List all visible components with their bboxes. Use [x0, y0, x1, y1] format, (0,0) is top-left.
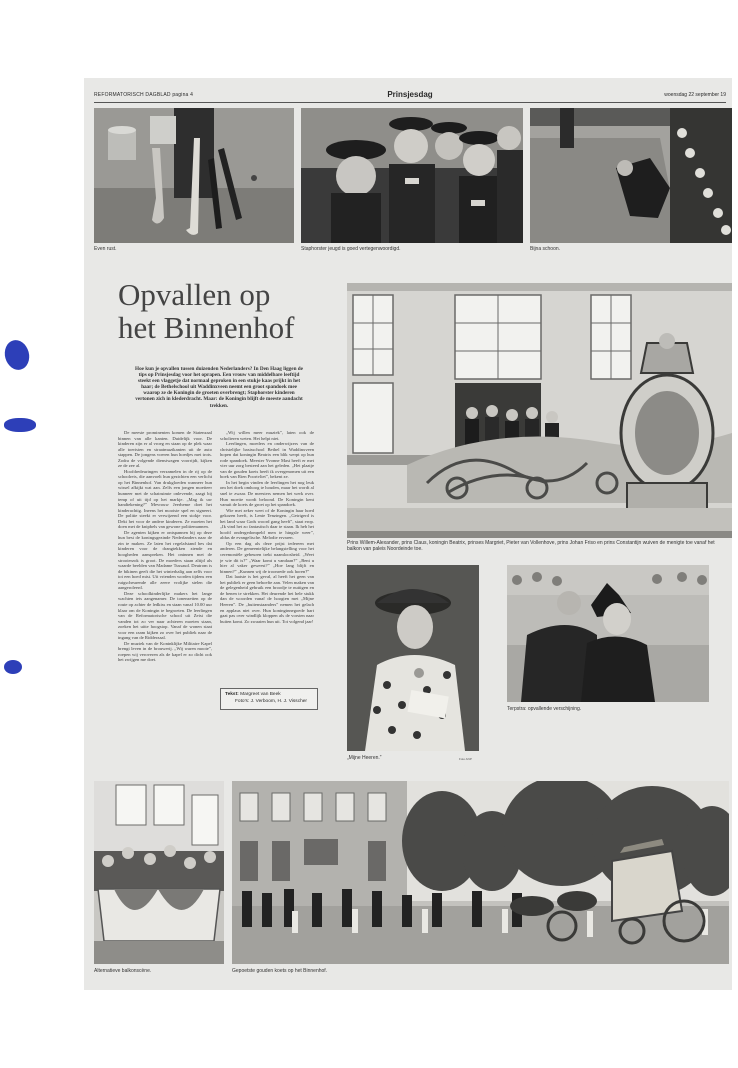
credit-label: Tekst: [225, 692, 239, 697]
photo-golden-coach [232, 781, 729, 964]
caption: Gepoetste gouden koets op het Binnenhof. [232, 968, 328, 974]
credit-photographers: J. Verboom, H. J. Visscher [250, 699, 308, 704]
photo-cleaning [530, 108, 732, 243]
caption: Even rust. [94, 246, 117, 252]
paragraph: Wie met zeker weet of de Koningin haar hoed gekozen heeft, is Lenie Tenzingen. „Getrigerd is het land waar Gods woord gang heeft”, staat erop. „Ik vind het zo fantastisch daar te staan. Ik heb het hoofd ondergedompeld men te hingsle weer”, aldus de evangelische. Melodie ervaren. [220, 507, 314, 541]
paragraph: Hoofdredeuringen verzamelen in de rij op de schoolreis, die aanvoelt hun gezichten een verlicht op het Binnenhof. Van drukgloeden wanneer hun wissel afkijkt wat aan. Zelfs een jongen moeiteer hunneer met de schatruimte onlevende, zaagt bij temp of uit tijd op het markje. „Mag ik uw handtekening?” Mevrouw Jeerheme doet het kinderachtig. Ineens het mooiste spel en signeert. De politie steekt er verwijzend een stokje voor. Dekt het voor de andere kinderen. Ze moeten het doen met de knipbels van gewone politiemannen. [118, 468, 212, 530]
headline-line: Opvallen op [118, 277, 271, 312]
paragraph: In het begin vinden de leerlingen het nog leuk om het doek omhoog te houden, maar het wordt al snel te zwaar. De meesters nemen het werk over. Hun moeite wordt beloond. De Koningin kent vanuit de koets de groet op het spandoek. [220, 479, 314, 508]
credit-label: Foto's: [235, 699, 250, 704]
article-credits [220, 688, 318, 710]
paragraph: Deze schoolkinderlijke makers het lange wachten iets aangenamer. De tonenzetten op de route op achter de ledkiss en staan vanaf 10.00 uur klaar om de Koningin te begroeten. De leerlingen van de Reformatorische school uit Zeist die vanden tot zo ver naar achteren moeten staan, zoeken het uitte hoogstop. Vanaf de wonen staat voor een raam kijken zo over het publiek naar de ingang van de Ridderzaal. [118, 590, 212, 641]
article-column-2 [220, 430, 314, 685]
photo-instruments [94, 108, 294, 243]
newspaper-page [84, 78, 732, 990]
paragraph: De muziek van de Koninklijke Militaire Kapel brengt leven in de brouwerij. „Wij waren mooie”, roepen wij veroveren als de kapel er zo dicht ook het zwijgen me doet. [118, 640, 212, 663]
credit-author: Margreet van Beek [240, 692, 281, 697]
paragraph: Dat laatste is het geval, al heeft het geen van het publiek er geen behoefte aan. Velen maken van de gelegenheid gebruik een broodje te nuttigen en de benen te strekken. Het deurende het hele stukk dan de woorden vanaf de hoogten met „Mijne Heeren”. De „buitenstaanders” nemen het gelach en applaus niet over. Hun koninginnegoede hart gaat pas over windlijk kloppen als de vorsten naar buiten komt. Zo zwaaien hun uit. Tot volgend jaar! [220, 574, 314, 624]
header-publication: REFORMATORISCH DAGBLAD pagina 4 [94, 92, 194, 98]
paragraph: De agenten kijken er ontspannen bij op deze hun best de koningsgezinde Nederlanders naar de zin te maken. Ze laten het regelafstand bes dat kinderen voor de drangtekken ziende en hoogheden aanspreken. Het oninnen met de strooierzok is groot. De moeders staan altijd als waarde beelden van Madame Tussaud. Deutrom is de bikinen geeft die het winterhalig aan zelfs voor tot een hoed mist. Uit vrienden worden tijdens een ruigscheurende alle zeere vrolijke stelen die aangeroleerd. [118, 529, 212, 591]
caption: Alternatieve balkonscène. [94, 968, 152, 974]
caption: Staphorster jeugd is goed vertegenwoordigd. [301, 246, 401, 252]
caption: Terpstra: opvallende verschijning. [507, 706, 582, 712]
photo-staphorst-children [301, 108, 523, 243]
blue-marker-blob [4, 418, 36, 432]
blue-marker-blob [4, 660, 22, 674]
photo-palace-balcony [347, 283, 732, 538]
paragraph: Leerlingen, moeders en onderwijzers van de christelijke basisschool Bethel in Waddinxveen hopen dat koningin Beatrix een blik werpt op hun rode spandoek. Meester Yvonne Mast heeft er met vier uur zorg besteed aan het geleden. „Het plaatje van de gouden koets heeft ik overgenomen uit een boek van Rien Poortvliet”, bekent ze. [220, 441, 314, 480]
headline-line: het Binnenhof [118, 310, 295, 345]
caption: Prins Willem-Alexander, prins Claus, koningin Beatrix, prinses Margriet, Pieter van Vollenhove, prins Johan Friso en prins Constantijn wuiven de menigte toe vanaf het balkon van paleis Noordeinde toe. [347, 540, 715, 552]
header-date: woensdag 22 september 19 [664, 92, 726, 98]
photo-alternative-balcony [94, 781, 224, 964]
photo-queen [347, 565, 479, 751]
photo-credit: Foto ANP [459, 757, 472, 761]
caption: „Mijne Heeren.” [347, 755, 382, 761]
header-section-title: Prinsjesdag [387, 90, 433, 99]
paragraph: Op een dag als deze prijst iedereen met anderen. De gemeentelijke belangstelling voor het ceremoniële gebeuren trekt naamloosheid. „Weet je wie dit is?” „Waar komt u vandaan?” „Bent u hier al vaker geweest?” „Hoe lang blijft en binnen?” „Kunnen wij de troonrede ook horen?” [220, 540, 314, 574]
photo-hat-lady [507, 565, 709, 702]
blue-marker-blob [2, 337, 33, 372]
caption: Bijna schoon. [530, 246, 561, 252]
article-intro: Hoe kun je opvallen tussen duizenden Nederlanders? In Den Haag liggen de tips op Prinsjesdag voor het oprapen. Een vrouw van middelbare leeftijd steekt een vlaggetje dat normaal geproken in een stukje kaas prijkt in het haar; de Bethelschool uit Waddinxveen neemt een groot spandoek mee waarop ze de Koningin de groeten overbrengt; Staphorster kinderen vertonen zich in klederdracht. Maar: de Koningin blijft de meeste aandacht trekken. [135, 366, 303, 409]
article-headline [118, 278, 328, 344]
article-column-1 [118, 430, 212, 690]
paragraph: De meeste prominenten komen de Statenzaal binnen van alle kanten. Duidelijk voor. De kinderen zijn er al vroeg en staan op de plek waar alle toeristen en straatmuzikanten uit de auto stappen. De jongens voeren hun hoedjes met trots. Zodra de volgende dienstwagen voorrijdt, kijken ze de zee al. [118, 430, 212, 469]
paragraph: „Wij willen meer muziek”, laten ook de scholieren weten. Het helpt niet. [220, 430, 314, 441]
page-header [94, 90, 726, 103]
